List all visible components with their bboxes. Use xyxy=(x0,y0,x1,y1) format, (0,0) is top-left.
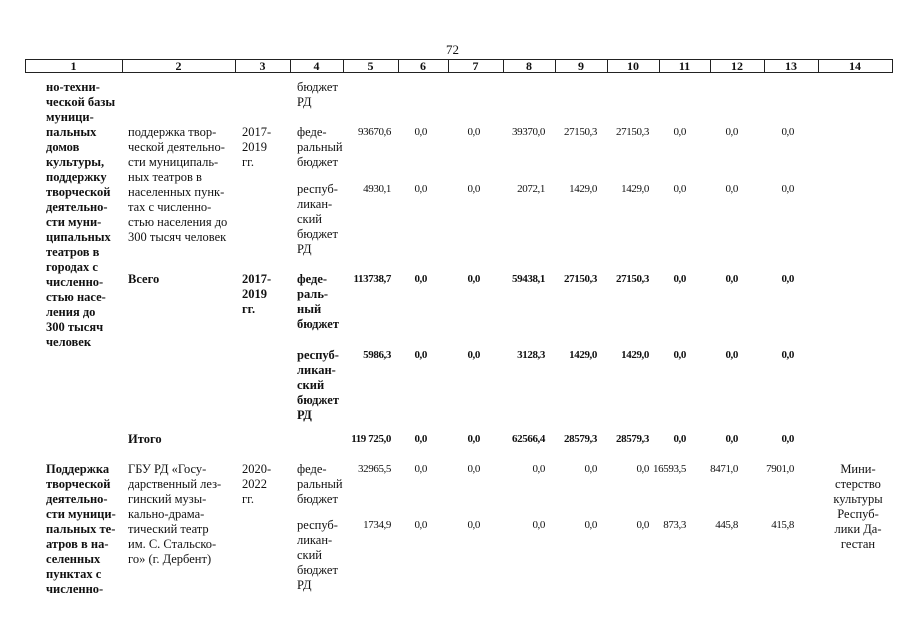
vsego-federal-value-col-6: 0,0 xyxy=(414,273,427,285)
block2-federal-value-col-8: 0,0 xyxy=(532,463,545,475)
funding-source-federal-1: феде- ральный бюджет xyxy=(297,125,343,169)
header-col-14: 14 xyxy=(849,59,861,73)
vsego-republic-value-col-9: 1429,0 xyxy=(569,349,597,361)
block1-republic-value-col-9: 1429,0 xyxy=(569,183,597,195)
block1-federal-value-col-10: 27150,3 xyxy=(616,126,649,138)
header-col-5: 5 xyxy=(367,59,374,73)
funding-source-republic-1: респуб- ликан- ский бюджет РД xyxy=(297,182,338,256)
vsego-federal-value-col-10: 27150,3 xyxy=(616,273,649,285)
itogo-value-col-6: 0,0 xyxy=(414,433,427,445)
period-1: 2017- 2019 гг. xyxy=(242,125,272,169)
block2-federal-value-col-10: 0,0 xyxy=(636,463,649,475)
header-col-11: 11 xyxy=(678,59,691,73)
vsego-republic-value-col-13: 0,0 xyxy=(781,349,794,361)
itogo-value-col-11: 0,0 xyxy=(673,433,686,445)
vsego-federal-value-col-12: 0,0 xyxy=(725,273,738,285)
block1-federal-value-col-12: 0,0 xyxy=(725,126,738,138)
vsego-federal-value-col-11: 0,0 xyxy=(673,273,686,285)
itogo-value-col-10: 28579,3 xyxy=(616,433,649,445)
block2-federal-value-col-6: 0,0 xyxy=(414,463,427,475)
header-col-13: 13 xyxy=(785,59,797,73)
vsego-republic-value-col-10: 1429,0 xyxy=(621,349,649,361)
itogo-value-col-5: 119 725,0 xyxy=(351,433,391,445)
block1-republic-value-col-8: 2072,1 xyxy=(517,183,545,195)
page-number: 72 xyxy=(446,42,459,57)
block1-republic-value-col-7: 0,0 xyxy=(467,183,480,195)
header-column-divider xyxy=(892,59,893,73)
performer-description-1: поддержка твор- ческой деятельно- сти муниципаль- ных театров в населенных пунк- тах с численно- стью населения до 300 тысяч человек xyxy=(128,125,228,244)
block1-republic-value-col-6: 0,0 xyxy=(414,183,427,195)
funding-source-federal-2: феде- ральный бюджет xyxy=(297,462,343,506)
block1-republic-value-col-10: 1429,0 xyxy=(621,183,649,195)
itogo-value-col-7: 0,0 xyxy=(467,433,480,445)
block2-republic-value-col-11: 873,3 xyxy=(663,519,686,531)
block2-federal-value-col-5: 32965,5 xyxy=(358,463,391,475)
period-2: 2020- 2022 гг. xyxy=(242,462,272,506)
measure-description-1: но-техни- ческой базы муници- пальных домов культуры, поддержку творческой деятельно- сти муни- ципальных театров в городах с численно- стью насе- ления до 300 тысяч человек xyxy=(46,80,116,349)
block1-republic-value-col-11: 0,0 xyxy=(673,183,686,195)
header-col-6: 6 xyxy=(420,59,426,73)
block2-republic-value-col-7: 0,0 xyxy=(467,519,480,531)
header-col-12: 12 xyxy=(731,59,743,73)
block1-republic-value-col-5: 4930,1 xyxy=(363,183,391,195)
block2-federal-value-col-13: 7901,0 xyxy=(766,463,794,475)
vsego-source-federal: феде- раль- ный бюджет xyxy=(297,272,339,331)
block2-federal-value-col-11: 16593,5 xyxy=(653,463,686,475)
block1-federal-value-col-7: 0,0 xyxy=(467,126,480,138)
block1-federal-value-col-5: 93670,6 xyxy=(358,126,391,138)
vsego-republic-value-col-5: 5986,3 xyxy=(363,349,391,361)
header-col-3: 3 xyxy=(259,59,266,73)
header-col-7: 7 xyxy=(472,59,479,73)
vsego-republic-value-col-8: 3128,3 xyxy=(517,349,545,361)
vsego-period: 2017- 2019 гг. xyxy=(242,272,272,316)
header-col-10: 10 xyxy=(627,59,639,73)
vsego-federal-value-col-9: 27150,3 xyxy=(564,273,597,285)
block2-federal-value-col-12: 8471,0 xyxy=(710,463,738,475)
vsego-republic-value-col-7: 0,0 xyxy=(467,349,480,361)
vsego-source-republic: респуб- ликан- ский бюджет РД xyxy=(297,348,339,422)
responsible-executor: Мини- стерство культуры Респуб- лики Да- гестан xyxy=(833,462,883,551)
measure-description-2: Поддержка творческой деятельно- сти муници- пальных те- атров в на- селенных пунктах с численно- xyxy=(46,462,116,596)
block1-federal-value-col-9: 27150,3 xyxy=(564,126,597,138)
header-col-2: 2 xyxy=(175,59,182,73)
itogo-label: Итого xyxy=(128,432,162,446)
block2-republic-value-col-12: 445,8 xyxy=(715,519,738,531)
block2-republic-value-col-10: 0,0 xyxy=(636,519,649,531)
block2-federal-value-col-7: 0,0 xyxy=(467,463,480,475)
vsego-federal-value-col-5: 113738,7 xyxy=(353,273,391,285)
block1-republic-value-col-12: 0,0 xyxy=(725,183,738,195)
block2-federal-value-col-9: 0,0 xyxy=(584,463,597,475)
vsego-federal-value-col-8: 59438,1 xyxy=(512,273,545,285)
vsego-federal-value-col-7: 0,0 xyxy=(467,273,480,285)
vsego-republic-value-col-12: 0,0 xyxy=(725,349,738,361)
itogo-value-col-8: 62566,4 xyxy=(512,433,545,445)
header-col-4: 4 xyxy=(313,59,320,73)
vsego-label: Всего xyxy=(128,272,160,286)
block1-federal-value-col-11: 0,0 xyxy=(673,126,686,138)
funding-source-top: бюджет РД xyxy=(297,80,338,109)
header-col-8: 8 xyxy=(526,59,532,73)
block2-republic-value-col-13: 415,8 xyxy=(771,519,794,531)
block2-republic-value-col-9: 0,0 xyxy=(584,519,597,531)
header-col-1: 1 xyxy=(70,59,77,73)
vsego-federal-value-col-13: 0,0 xyxy=(781,273,794,285)
funding-source-republic-2: респуб- ликан- ский бюджет РД xyxy=(297,518,338,592)
performer-description-2: ГБУ РД «Госу- дарственный лез- гинский музы- кально-драма- тический театр им. С. Стальско- го» (г. Дербент) xyxy=(128,462,222,566)
itogo-value-col-13: 0,0 xyxy=(781,433,794,445)
header-col-9: 9 xyxy=(578,59,584,73)
vsego-republic-value-col-6: 0,0 xyxy=(414,349,427,361)
block1-federal-value-col-13: 0,0 xyxy=(781,126,794,138)
block1-federal-value-col-6: 0,0 xyxy=(414,126,427,138)
block1-republic-value-col-13: 0,0 xyxy=(781,183,794,195)
itogo-value-col-12: 0,0 xyxy=(725,433,738,445)
block2-republic-value-col-8: 0,0 xyxy=(532,519,545,531)
itogo-value-col-9: 28579,3 xyxy=(564,433,597,445)
block1-federal-value-col-8: 39370,0 xyxy=(512,126,545,138)
vsego-republic-value-col-11: 0,0 xyxy=(673,349,686,361)
block2-republic-value-col-6: 0,0 xyxy=(414,519,427,531)
block2-republic-value-col-5: 1734,9 xyxy=(363,519,391,531)
